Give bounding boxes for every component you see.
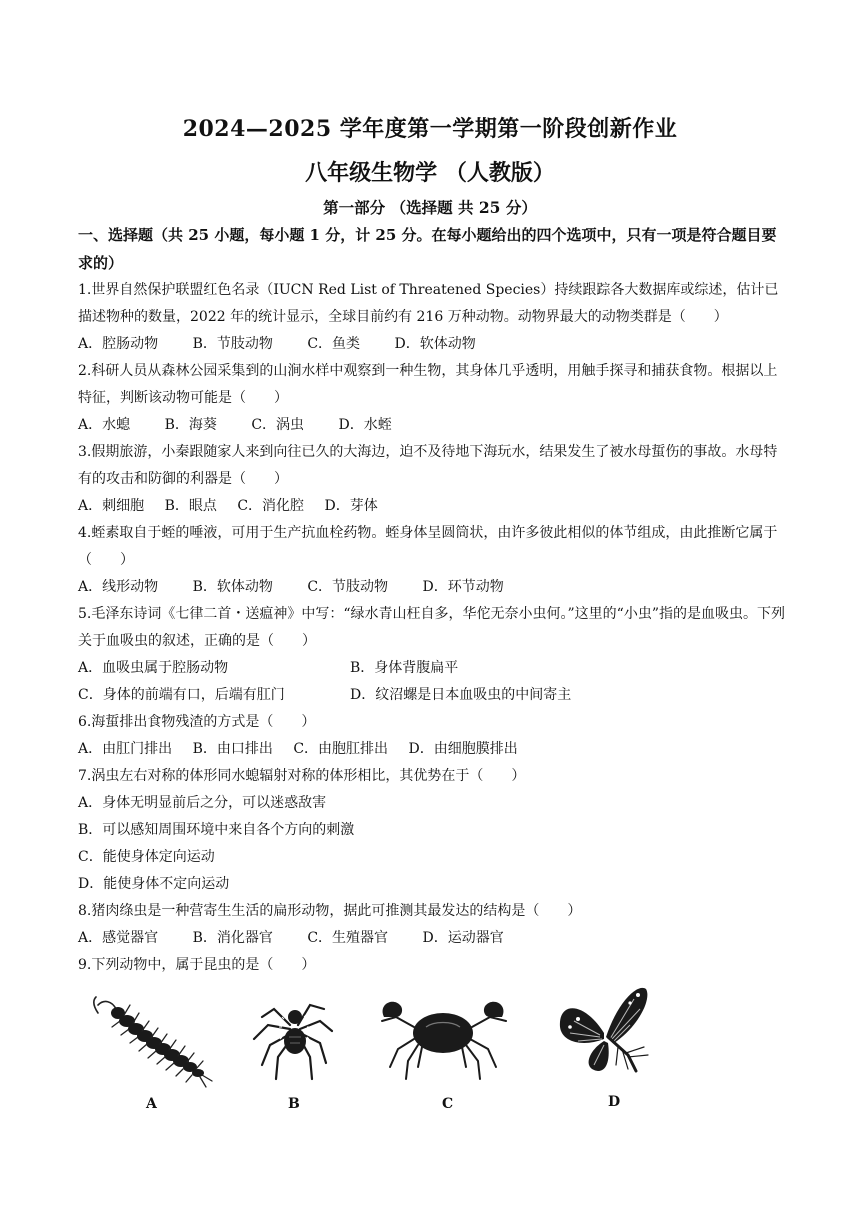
option-c[interactable]: C．由胞肛排出 — [293, 741, 389, 757]
question-options — [78, 331, 790, 358]
option-c[interactable]: C．生殖器官 — [307, 930, 389, 946]
option-a[interactable]: A．身体无明显前后之分，可以迷惑敌害 — [78, 795, 327, 811]
option-a[interactable]: A．水螅 — [78, 417, 131, 433]
question-stem: 2.科研人员从森林公园采集到的山涧水样中观察到一种生物，其身体几乎透明，用触手探寻和捕获食物。根据以上特征，判断该动物可能是（ ） — [78, 363, 778, 406]
option-c[interactable]: C．涡虫 — [251, 417, 305, 433]
option-a[interactable]: A．感觉器官 — [78, 930, 159, 946]
part-heading: 第一部分 （选择题 共 25 分） — [323, 198, 537, 217]
option-a[interactable]: A．由肛门排出 — [78, 741, 173, 757]
crab-icon[interactable] — [374, 987, 514, 1087]
option-b[interactable]: B．由口排出 — [192, 741, 273, 757]
centipede-icon[interactable] — [90, 991, 220, 1091]
option-d[interactable]: D．环节动物 — [422, 579, 504, 595]
figure-label-a: A — [146, 1096, 157, 1112]
spider-icon[interactable] — [248, 987, 338, 1087]
question-stem: 3.假期旅游，小秦跟随家人来到向往已久的大海边，迫不及待地下海玩水，结果发生了被水母蜇伤的事故。水母特有的攻击和防御的利器是（ ） — [78, 444, 778, 487]
option-d[interactable]: D．由细胞膜排出 — [408, 741, 518, 757]
question-options — [78, 574, 790, 601]
figure-label-d: D — [608, 1094, 621, 1110]
question-stem: 1.世界自然保护联盟红色名录（IUCN Red List of Threatened Species）持续跟踪各大数据库或综述，估计已描述物种的数量，2022 年的统计显示，全球目前约有 216 万种动物。动物界最大的动物类群是（ ） — [78, 282, 779, 325]
option-d[interactable]: D．水蛭 — [338, 417, 392, 433]
option-b[interactable]: B．节肢动物 — [192, 336, 273, 352]
option-b[interactable]: B．软体动物 — [192, 579, 273, 595]
option-d[interactable]: D．芽体 — [324, 498, 378, 514]
option-c[interactable]: C．节肢动物 — [307, 579, 389, 595]
figure-label-c: C — [442, 1096, 454, 1112]
butterfly-icon[interactable] — [554, 981, 664, 1087]
option-c[interactable]: C．鱼类 — [307, 336, 361, 352]
question-options — [78, 493, 790, 520]
option-a[interactable]: A．腔肠动物 — [78, 336, 159, 352]
question-options — [78, 655, 790, 709]
question-stem: 6.海蜇排出食物残渣的方式是（ ） — [78, 714, 316, 730]
option-d[interactable]: D．软体动物 — [394, 336, 476, 352]
section-heading: 一、选择题（共 25 小题，每小题 1 分，计 25 分。在每小题给出的四个选项中，只有一项是符合题目要求的） — [78, 226, 777, 272]
option-d[interactable]: D．运动器官 — [422, 930, 504, 946]
option-c[interactable]: C．消化腔 — [237, 498, 305, 514]
option-a[interactable]: A．刺细胞 — [78, 498, 145, 514]
question-stem: 4.蛭素取自于蛭的唾液，可用于生产抗血栓药物。蛭身体呈圆筒状，由许多彼此相似的体节组成，由此推断它属于（ ） — [78, 525, 778, 568]
question-options — [78, 925, 790, 952]
option-d[interactable]: D．能使身体不定向运动 — [78, 876, 230, 892]
option-c[interactable]: C．能使身体定向运动 — [78, 849, 215, 865]
question-options — [78, 736, 790, 763]
question-list — [78, 221, 790, 1117]
question-stem: 7.涡虫左右对称的体形同水螅辐射对称的体形相比，其优势在于（ ） — [78, 768, 526, 784]
option-d[interactable]: D．纹沼螺是日本血吸虫的中间寄主 — [350, 687, 572, 703]
question-stem: 9.下列动物中，属于昆虫的是（ ） — [78, 957, 316, 973]
option-a[interactable]: A．血吸虫属于腔肠动物 — [78, 660, 229, 676]
page-subtitle: 八年级生物学 （人教版） — [305, 160, 555, 186]
option-a[interactable]: A．线形动物 — [78, 579, 159, 595]
page-title: 2024—2025 学年度第一学期第一阶段创新作业 — [182, 116, 678, 142]
option-b[interactable]: B．眼点 — [164, 498, 217, 514]
option-b[interactable]: B．消化器官 — [192, 930, 273, 946]
option-b[interactable]: B．海葵 — [164, 417, 217, 433]
question-stem: 5.毛泽东诗词《七律二首・送瘟神》中写：“绿水青山枉自多，华佗无奈小虫何。”这里的“小虫”指的是血吸虫。下列关于血吸虫的叙述，正确的是（ ） — [78, 606, 785, 649]
option-b[interactable]: B．身体背腹扁平 — [350, 660, 459, 676]
option-c[interactable]: C．身体的前端有口，后端有肛门 — [78, 687, 285, 703]
question-options — [78, 412, 790, 439]
question-stem: 8.猪肉绦虫是一种营寄生生活的扁形动物，据此可推测其最发达的结构是（ ） — [78, 903, 582, 919]
figure-label-b: B — [288, 1096, 300, 1112]
option-b[interactable]: B．可以感知周围环境中来自各个方向的刺激 — [78, 822, 355, 838]
animal-figure — [78, 987, 790, 1117]
